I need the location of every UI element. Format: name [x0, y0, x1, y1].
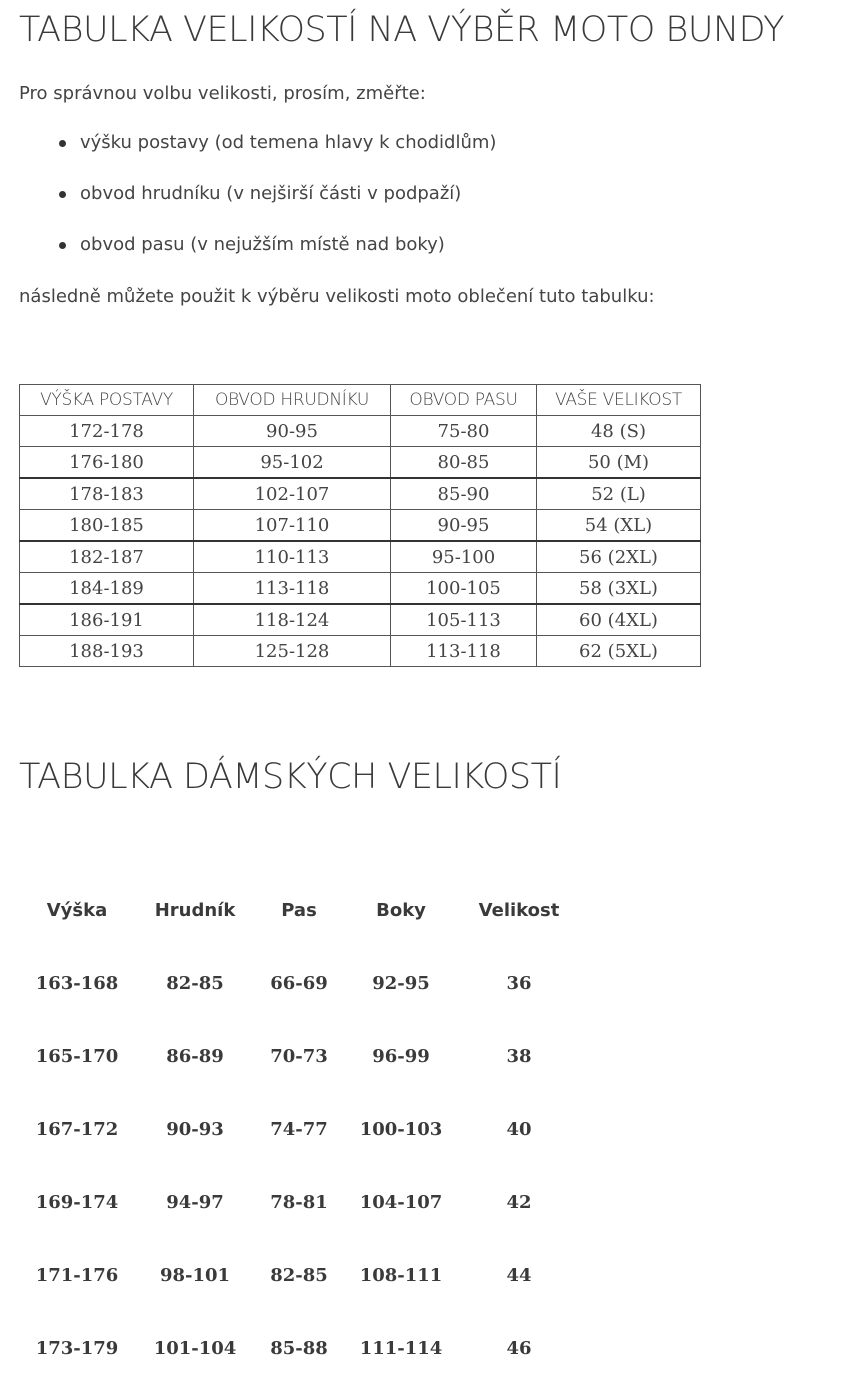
list-item-label: výšku postavy (od temena hlavy k chodidlům)	[80, 132, 497, 153]
table-cell: 48 (S)	[537, 416, 701, 447]
column-header: Velikost	[478, 900, 560, 921]
table-cell: 92-95	[372, 973, 430, 994]
outro-text: následně můžete použit k výběru velikosti moto oblečení tuto tabulku:	[19, 286, 655, 307]
table-cell: 78-81	[270, 1192, 328, 1213]
table-cell: 40	[506, 1119, 532, 1140]
column-header: Hrudník	[154, 900, 236, 921]
table-cell: 36	[506, 973, 532, 994]
table-cell: 184-189	[20, 573, 194, 605]
table-cell: 118-124	[194, 604, 391, 636]
table-cell: 60 (4XL)	[537, 604, 701, 636]
table-cell: 171-176	[35, 1265, 119, 1286]
table-cell: 38	[506, 1046, 532, 1067]
table-cell: 50 (M)	[537, 447, 701, 479]
table-cell: 95-100	[391, 541, 537, 573]
table-cell: 169-174	[35, 1192, 119, 1213]
table-cell: 82-85	[270, 1265, 328, 1286]
table-cell: 96-99	[372, 1046, 430, 1067]
table-cell: 82-85	[166, 973, 224, 994]
table-cell: 80-85	[391, 447, 537, 479]
table-cell: 107-110	[194, 510, 391, 542]
table-cell: 75-80	[391, 416, 537, 447]
table-cell: 113-118	[194, 573, 391, 605]
table-cell: 188-193	[20, 636, 194, 667]
table-cell: 167-172	[35, 1119, 119, 1140]
table-cell: 52 (L)	[537, 478, 701, 510]
table-cell: 101-104	[153, 1338, 237, 1359]
column-header: OBVOD HRUDNÍKU	[194, 385, 391, 416]
table-cell: 178-183	[20, 478, 194, 510]
table-cell: 85-90	[391, 478, 537, 510]
table-cell: 100-105	[391, 573, 537, 605]
women-size-table	[19, 0, 599, 1385]
column-header: Pas	[281, 900, 317, 921]
table-cell: 176-180	[20, 447, 194, 479]
table-cell: 95-102	[194, 447, 391, 479]
table-cell: 70-73	[270, 1046, 328, 1067]
table-cell: 54 (XL)	[537, 510, 701, 542]
table-cell: 163-168	[35, 973, 119, 994]
table-cell: 90-95	[194, 416, 391, 447]
table-cell: 113-118	[391, 636, 537, 667]
column-header: Boky	[376, 900, 426, 921]
table-cell: 90-95	[391, 510, 537, 542]
table-cell: 62 (5XL)	[537, 636, 701, 667]
table-cell: 58 (3XL)	[537, 573, 701, 605]
table-cell: 66-69	[270, 973, 328, 994]
table-cell: 186-191	[20, 604, 194, 636]
list-item-label: obvod hrudníku (v nejširší části v podpaží)	[80, 183, 462, 204]
table-cell: 104-107	[359, 1192, 443, 1213]
table-cell: 86-89	[166, 1046, 224, 1067]
table-cell: 125-128	[194, 636, 391, 667]
table-cell: 172-178	[20, 416, 194, 447]
table-cell: 105-113	[391, 604, 537, 636]
table-cell: 90-93	[166, 1119, 224, 1140]
table-cell: 98-101	[159, 1265, 231, 1286]
table-cell: 180-185	[20, 510, 194, 542]
table-cell: 108-111	[359, 1265, 443, 1286]
table-cell: 46	[506, 1338, 532, 1359]
table-cell: 111-114	[359, 1338, 443, 1359]
table-cell: 100-103	[359, 1119, 443, 1140]
column-header: Výška	[46, 900, 108, 921]
page-title: TABULKA VELIKOSTÍ NA VÝBĚR MOTO BUNDY	[19, 10, 785, 50]
column-header: VÝŠKA POSTAVY	[20, 385, 194, 416]
list-item-label: obvod pasu (v nejužším místě nad boky)	[80, 234, 445, 255]
women-section-title: TABULKA DÁMSKÝCH VELIKOSTÍ	[19, 757, 562, 797]
table-cell: 85-88	[270, 1338, 328, 1359]
table-cell: 74-77	[270, 1119, 328, 1140]
table-cell: 56 (2XL)	[537, 541, 701, 573]
table-cell: 42	[506, 1192, 532, 1213]
intro-text: Pro správnou volbu velikosti, prosím, změřte:	[19, 83, 426, 104]
table-cell: 165-170	[35, 1046, 119, 1067]
column-header: VAŠE VELIKOST	[537, 385, 701, 416]
table-cell: 173-179	[35, 1338, 119, 1359]
column-header: OBVOD PASU	[391, 385, 537, 416]
table-cell: 102-107	[194, 478, 391, 510]
table-cell: 94-97	[166, 1192, 224, 1213]
table-cell: 110-113	[194, 541, 391, 573]
table-cell: 182-187	[20, 541, 194, 573]
table-cell: 44	[506, 1265, 532, 1286]
